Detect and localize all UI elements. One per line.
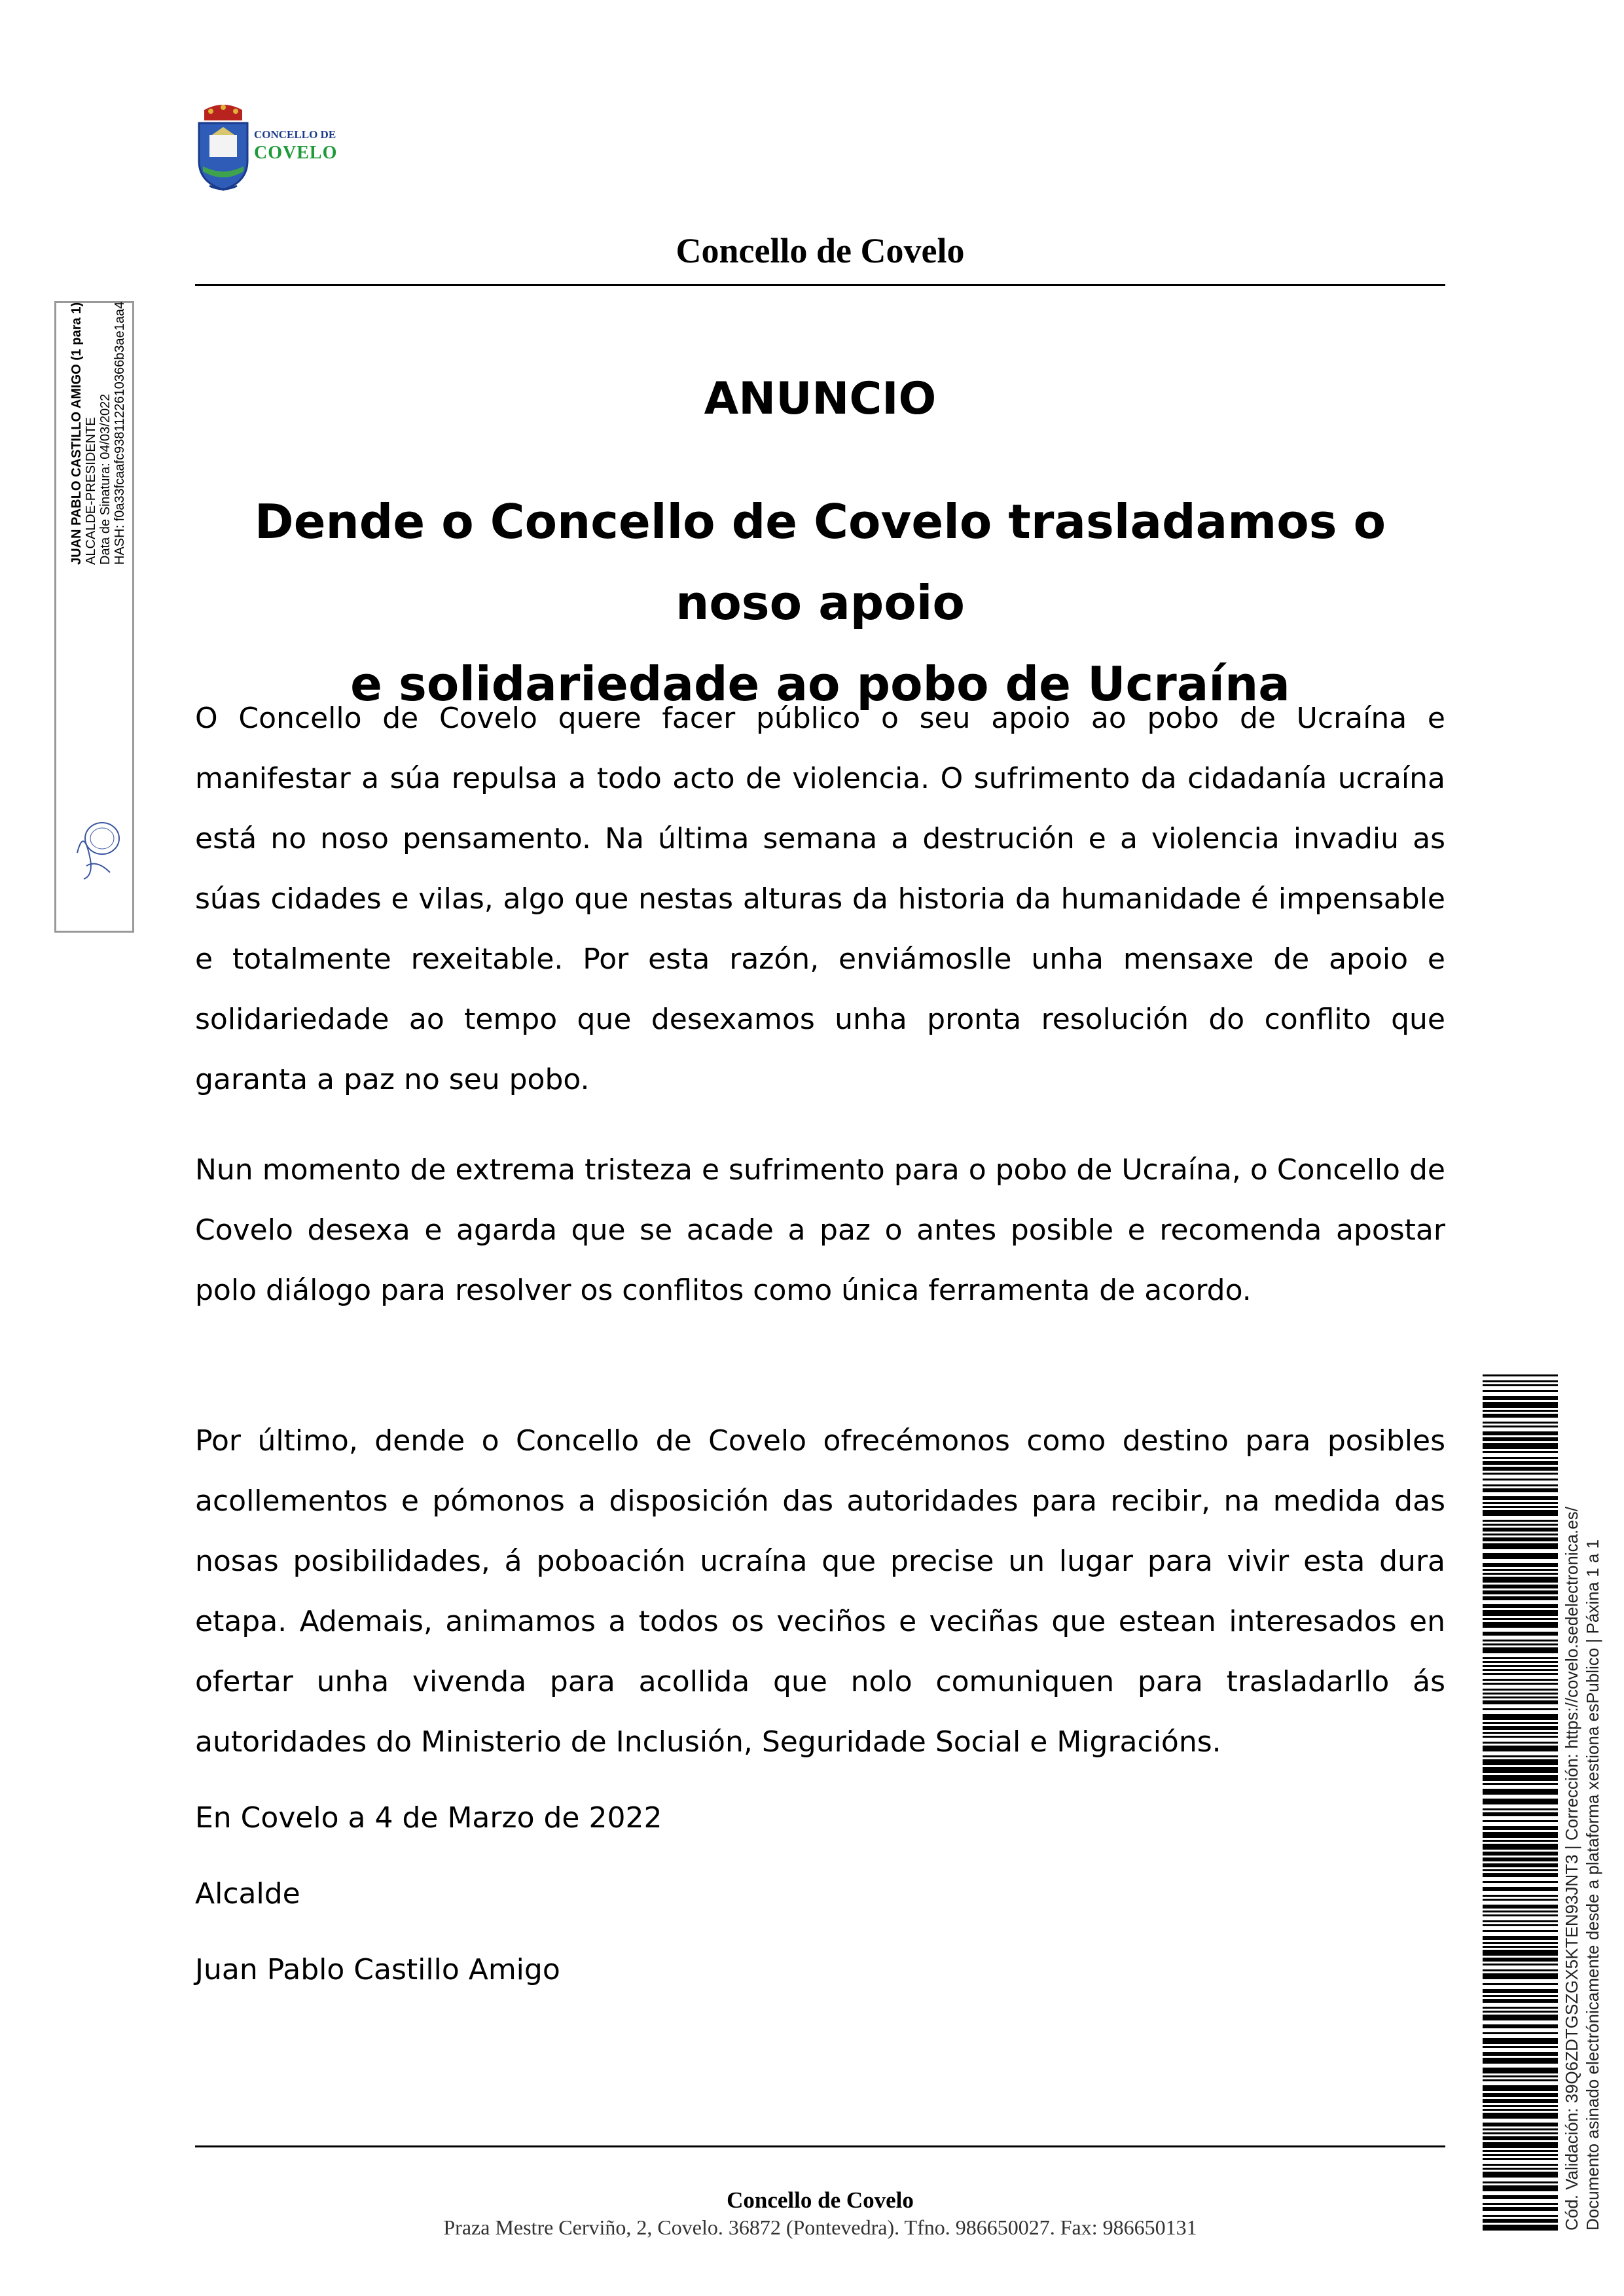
- barcode-bar: [1483, 1661, 1558, 1663]
- barcode-bar: [1483, 1910, 1558, 1912]
- barcode-bar: [1483, 2142, 1558, 2148]
- barcode-bar: [1483, 2168, 1558, 2170]
- barcode-bar: [1483, 1657, 1558, 1659]
- barcode-bar: [1483, 2225, 1558, 2231]
- signature-box: [54, 301, 134, 933]
- barcode-bar: [1483, 1502, 1558, 1504]
- barcode-bar: [1483, 1746, 1558, 1751]
- barcode-bar: [1483, 2215, 1558, 2217]
- barcode-bar: [1483, 1999, 1558, 2003]
- barcode-bar: [1483, 1767, 1558, 1773]
- logo-line-2: COVELO: [254, 143, 338, 163]
- barcode-bar: [1483, 2181, 1558, 2183]
- barcode-bar: [1483, 1534, 1558, 1535]
- barcode-bar: [1483, 1924, 1558, 1926]
- barcode-bar: [1483, 2164, 1558, 2166]
- barcode-bar: [1483, 1528, 1558, 1532]
- barcode-bar: [1483, 1647, 1558, 1653]
- barcode-bar: [1483, 1640, 1558, 1641]
- barcode-bar: [1483, 1437, 1558, 1441]
- barcode-bar: [1483, 1920, 1558, 1922]
- barcode-bar: [1483, 1736, 1558, 1738]
- barcode-bar: [1483, 1426, 1558, 1427]
- barcode-bar: [1483, 1585, 1558, 1588]
- barcode-bar: [1483, 1983, 1558, 1985]
- barcode-bar: [1483, 2128, 1558, 2130]
- barcode-bar: [1483, 1488, 1558, 1492]
- barcode-bar: [1483, 1936, 1558, 1940]
- barcode-bar: [1483, 1679, 1558, 1681]
- barcode-bar: [1483, 1543, 1558, 1549]
- barcode-bar: [1483, 1520, 1558, 1522]
- barcode-bar: [1483, 1942, 1558, 1944]
- barcode-bar: [1483, 1863, 1558, 1867]
- barcode-bar: [1483, 1484, 1558, 1486]
- barcode-bar: [1483, 1496, 1558, 1500]
- signer-name: Juan Pablo Castillo Amigo: [195, 1953, 560, 1986]
- barcode-bar: [1483, 2093, 1558, 2097]
- barcode-bar: [1483, 2154, 1558, 2156]
- barcode-bar: [1483, 1693, 1558, 1695]
- barcode-bar: [1483, 1590, 1558, 1594]
- barcode-bar: [1483, 2109, 1558, 2111]
- barcode-bar: [1483, 1473, 1558, 1475]
- barcode-bar: [1483, 1873, 1558, 1877]
- barcode-bar: [1483, 1622, 1558, 1628]
- barcode-bar: [1483, 2058, 1558, 2064]
- barcode-bar: [1483, 2123, 1558, 2126]
- barcode-bar: [1483, 1604, 1558, 1608]
- barcode-bar: [1483, 2007, 1558, 2009]
- barcode-bar: [1483, 1759, 1558, 1765]
- barcode-bar: [1483, 1820, 1558, 1822]
- barcode-bar: [1483, 1384, 1558, 1386]
- barcode-bar: [1483, 1374, 1558, 1376]
- barcode-bar: [1483, 2105, 1558, 2107]
- barcode-bar: [1483, 2015, 1558, 2020]
- barcode-bar: [1483, 1832, 1558, 1838]
- barcode-bar: [1483, 1826, 1558, 1830]
- barcode-bar: [1483, 1422, 1558, 1424]
- barcode-bar: [1483, 2150, 1558, 2152]
- barcode-bar: [1483, 1467, 1558, 1471]
- barcode-bar: [1483, 1461, 1558, 1465]
- barcode-bar: [1483, 1930, 1558, 1932]
- signer-role: Alcalde: [195, 1877, 300, 1910]
- barcode-bar: [1483, 2075, 1558, 2077]
- barcode-bar: [1483, 1964, 1558, 1965]
- barcode-bar: [1483, 1610, 1558, 1616]
- barcode-bar: [1483, 2203, 1558, 2205]
- barcode-bar: [1483, 1946, 1558, 1948]
- barcode-bar: [1483, 1775, 1558, 1781]
- barcode-bar: [1483, 1852, 1558, 1856]
- barcode-bar: [1483, 2052, 1558, 2056]
- signature-line-3: Data de Sinatura: 04/03/2022: [98, 393, 113, 565]
- barcode-bar: [1483, 1563, 1558, 1567]
- barcode-bar: [1483, 1553, 1558, 1559]
- barcode-bar: [1483, 1689, 1558, 1691]
- barcode-bar: [1483, 1390, 1558, 1392]
- barcode-bar: [1483, 1577, 1558, 1583]
- subtitle-line-2: e solidariedade ao pobo de Ucraína: [350, 656, 1290, 711]
- barcode: [1483, 1374, 1558, 2231]
- barcode-bar: [1483, 2068, 1558, 2073]
- barcode-bar: [1483, 2136, 1558, 2140]
- barcode-bar: [1483, 1799, 1558, 1804]
- barcode-bar: [1483, 1905, 1558, 1909]
- barcode-bar: [1483, 2032, 1558, 2034]
- footer-address: Praza Mestre Cerviño, 2, Covelo. 36872 (Pontevedra). Tfno. 986650027. Fax: 986650131: [443, 2215, 1197, 2239]
- barcode-bar: [1483, 2024, 1558, 2028]
- barcode-bar: [1483, 1596, 1558, 1600]
- body-paragraph-1: O Concello de Covelo quere facer público o seu apoio ao pobo de Ucraína e manifestar a súa repulsa a todo acto de violencia. O sufrimento da cidadanía ucraína está no noso pensamento. Na última semana a destrución e a violencia invadiu as súas cidades e vilas, algo que nestas alturas da historia da humanidade é impensable e totalmente rexeitable. Por esta razón, enviámoslle unha mensaxe de apoio e solidariedade ao tempo que desexamos unha pronta resolución do conflito que garanta a paz no seu pobo.: [195, 702, 1445, 1096]
- footer-divider: [195, 2145, 1445, 2147]
- barcode-bar: [1483, 1506, 1558, 1508]
- barcode-bar: [1483, 1569, 1558, 1571]
- barcode-bar: [1483, 2011, 1558, 2013]
- barcode-bar: [1483, 1537, 1558, 1541]
- notice-title: ANUNCIO: [704, 373, 937, 425]
- barcode-bar: [1483, 1973, 1558, 1979]
- barcode-bar: [1483, 1669, 1558, 1671]
- footer-name: Concello de Covelo: [727, 2187, 914, 2213]
- barcode-bar: [1483, 1789, 1558, 1795]
- barcode-bar: [1483, 1914, 1558, 1916]
- barcode-bar: [1483, 1895, 1558, 1897]
- barcode-bar: [1483, 1396, 1558, 1400]
- barcode-bar: [1483, 2185, 1558, 2191]
- barcode-bar: [1483, 1683, 1558, 1685]
- barcode-bar: [1483, 1414, 1558, 1418]
- barcode-bar: [1483, 1808, 1558, 1810]
- logo-line-1: CONCELLO DE: [254, 128, 336, 141]
- barcode-bar: [1483, 1410, 1558, 1412]
- barcode-bar: [1483, 1881, 1558, 1883]
- subtitle-line-1: Dende o Concello de Covelo trasladamos o noso apoio: [254, 494, 1386, 630]
- barcode-bar: [1483, 2207, 1558, 2211]
- barcode-bar: [1483, 1643, 1558, 1645]
- barcode-bar: [1483, 2079, 1558, 2081]
- barcode-bar: [1483, 1696, 1558, 1698]
- barcode-bar: [1483, 1443, 1558, 1449]
- validation-line-2: Documento asinado electrónicamente desde a plataforma xestiona esPublico | Páxina 1 a 1: [1583, 1539, 1602, 2231]
- barcode-bar: [1483, 1812, 1558, 1816]
- barcode-bar: [1483, 1755, 1558, 1757]
- header-title: Concello de Covelo: [676, 231, 965, 270]
- barcode-bar: [1483, 1722, 1558, 1724]
- barcode-bar: [1483, 1632, 1558, 1636]
- barcode-bar: [1483, 2172, 1558, 2178]
- signature-line-1: JUAN PABLO CASTILLO AMIGO (1 para 1): [69, 302, 84, 565]
- barcode-bar: [1483, 1431, 1558, 1435]
- barcode-bar: [1483, 1726, 1558, 1730]
- barcode-bar: [1483, 1457, 1558, 1459]
- barcode-bar: [1483, 1887, 1558, 1891]
- body-paragraph-3: Por último, dende o Concello de Covelo ofrecémonos como destino para posibles acollementos e pómonos a disposición das autoridades para recibir, na medida das nosas posibilidades, á poboación ucraína que precise un lugar para vivir esta dura etapa. Ademais, animamos a todos os veciños e veciñas que estean interesados en ofertar unha vivenda para acollida que nolo comuniquen para trasladarllo ás autoridades do Ministerio de Inclusión, Seguridade Social e Migracións.: [195, 1424, 1445, 1759]
- signature-line-2: ALCALDE-PRESIDENTE: [84, 417, 98, 565]
- body-paragraph-2: Nun momento de extrema tristeza e sufrimento para o pobo de Ucraína, o Concello de Covelo desexa e agarda que se acade a paz o antes posible e recomenda apostar polo diálogo para resolver os conflitos como única ferramenta de acordo.: [195, 1153, 1445, 1307]
- barcode-bar: [1483, 2085, 1558, 2091]
- barcode-bar: [1483, 1899, 1558, 1901]
- barcode-bar: [1483, 1844, 1558, 1850]
- barcode-bar: [1483, 1402, 1558, 1408]
- barcode-bar: [1483, 1840, 1558, 1842]
- barcode-bar: [1483, 1573, 1558, 1575]
- barcode-bar: [1483, 1989, 1558, 1993]
- barcode-bar: [1483, 1510, 1558, 1516]
- barcode-bar: [1483, 1700, 1558, 1704]
- barcode-bar: [1483, 1732, 1558, 1734]
- validation-line-1: Cód. Validación: 39Q6ZDTGSZGX5KTEN93JNT3 | Corrección: https://covelo.sedelectronica.es/: [1562, 1507, 1581, 2231]
- barcode-bar: [1483, 2132, 1558, 2134]
- barcode-bar: [1483, 2158, 1558, 2160]
- barcode-bar: [1483, 2038, 1558, 2044]
- signature-seal-icon: [71, 814, 123, 886]
- municipal-logo: [195, 103, 352, 195]
- barcode-bar: [1483, 1451, 1558, 1453]
- barcode-bar: [1483, 1969, 1558, 1971]
- place-date: En Covelo a 4 de Marzo de 2022: [195, 1801, 662, 1835]
- barcode-bar: [1483, 1742, 1558, 1744]
- barcode-bar: [1483, 1950, 1558, 1956]
- barcode-bar: [1483, 2219, 1558, 2223]
- barcode-bar: [1483, 1714, 1558, 1720]
- coat-of-arms-icon: [195, 103, 251, 195]
- barcode-bar: [1483, 1618, 1558, 1620]
- barcode-bar: [1483, 1673, 1558, 1675]
- barcode-bar: [1483, 1524, 1558, 1526]
- barcode-bar: [1483, 1708, 1558, 1710]
- barcode-bar: [1483, 1380, 1558, 1382]
- barcode-bar: [1483, 2195, 1558, 2199]
- barcode-bar: [1483, 1479, 1558, 1480]
- signature-line-4: HASH: f0a33fcaafc9381122610366b3ae1aa4: [113, 301, 127, 565]
- barcode-bar: [1483, 1665, 1558, 1667]
- validation-text: [1561, 1374, 1606, 2231]
- barcode-bar: [1483, 2046, 1558, 2048]
- barcode-bar: [1483, 1857, 1558, 1861]
- barcode-bar: [1483, 2113, 1558, 2119]
- header-divider: [195, 284, 1445, 286]
- barcode-bar: [1483, 1783, 1558, 1785]
- barcode-bar: [1483, 1995, 1558, 1997]
- barcode-bar: [1483, 1958, 1558, 1962]
- barcode-bar: [1483, 2099, 1558, 2103]
- barcode-bar: [1483, 1869, 1558, 1871]
